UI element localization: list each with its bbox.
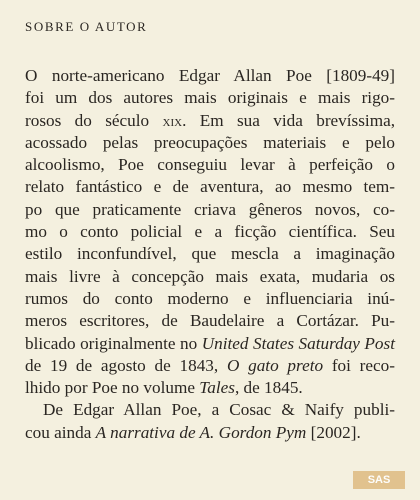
text-run: meros escritores, de Baudelaire a Cortázar. Pu-	[25, 311, 395, 331]
text-line	[25, 266, 395, 288]
text-run: mais livre à concepção mais exata, mudaria os	[25, 266, 395, 286]
italic-text: A narrativa de A. Gordon Pym	[95, 422, 307, 442]
text-line	[25, 355, 395, 377]
text-line	[25, 154, 395, 176]
text-line	[25, 288, 395, 310]
text-line	[25, 377, 395, 399]
text-run: rosos do século	[25, 110, 163, 130]
text-run: rumos do conto moderno e influenciaria inú-	[25, 288, 395, 308]
text-run: xix	[162, 110, 183, 130]
text-run: estilo inconfundível, que mescla a imaginação	[25, 244, 395, 264]
italic-text: Tales	[199, 378, 235, 398]
section-heading: SOBRE O AUTOR	[25, 19, 148, 34]
text-line	[25, 333, 395, 355]
text-line	[25, 110, 395, 132]
text-run: po que praticamente criava gêneros novos, co-	[25, 199, 395, 219]
text-run: de 19 de agosto de 1843,	[25, 355, 227, 375]
text-run: . Em sua vida brevíssima,	[182, 110, 395, 130]
text-line	[25, 87, 395, 109]
text-line	[25, 221, 395, 243]
text-run: O norte-americano Edgar Allan Poe [1809-49]	[25, 66, 395, 85]
text-run: De Edgar Allan Poe, a Cosac & Naify publi-	[43, 400, 395, 420]
text-run: lhido por Poe no volume	[25, 378, 200, 398]
watermark-stamp: SAS	[353, 471, 405, 489]
text-run: foi um dos autores mais originais e mais rigo-	[25, 88, 395, 108]
italic-text: United States Saturday Post	[201, 333, 395, 353]
text-run: , de 1845.	[234, 378, 303, 398]
text-line	[25, 199, 395, 221]
text-run: relato fantástico e de aventura, ao mesmo tem-	[25, 177, 395, 197]
text-line	[25, 132, 395, 154]
italic-text: O gato preto	[226, 355, 324, 375]
text-run: acossado pelas preocupações materiais e pelo	[25, 132, 395, 152]
text-run: blicado originalmente no	[25, 333, 202, 353]
text-run: foi reco-	[323, 355, 395, 375]
text-run: cou ainda	[25, 422, 96, 442]
text-run: mo o conto policial e a ficção científica. Seu	[25, 222, 395, 242]
text-line	[25, 422, 395, 444]
text-run: alcoolismo, Poe conseguiu levar à perfeição o	[25, 155, 395, 175]
author-bio-text	[25, 65, 395, 444]
text-line	[25, 176, 395, 198]
text-line	[25, 399, 395, 421]
text-line	[25, 243, 395, 265]
text-run: [2002].	[306, 422, 361, 442]
text-line	[25, 310, 395, 332]
text-line	[25, 65, 395, 87]
